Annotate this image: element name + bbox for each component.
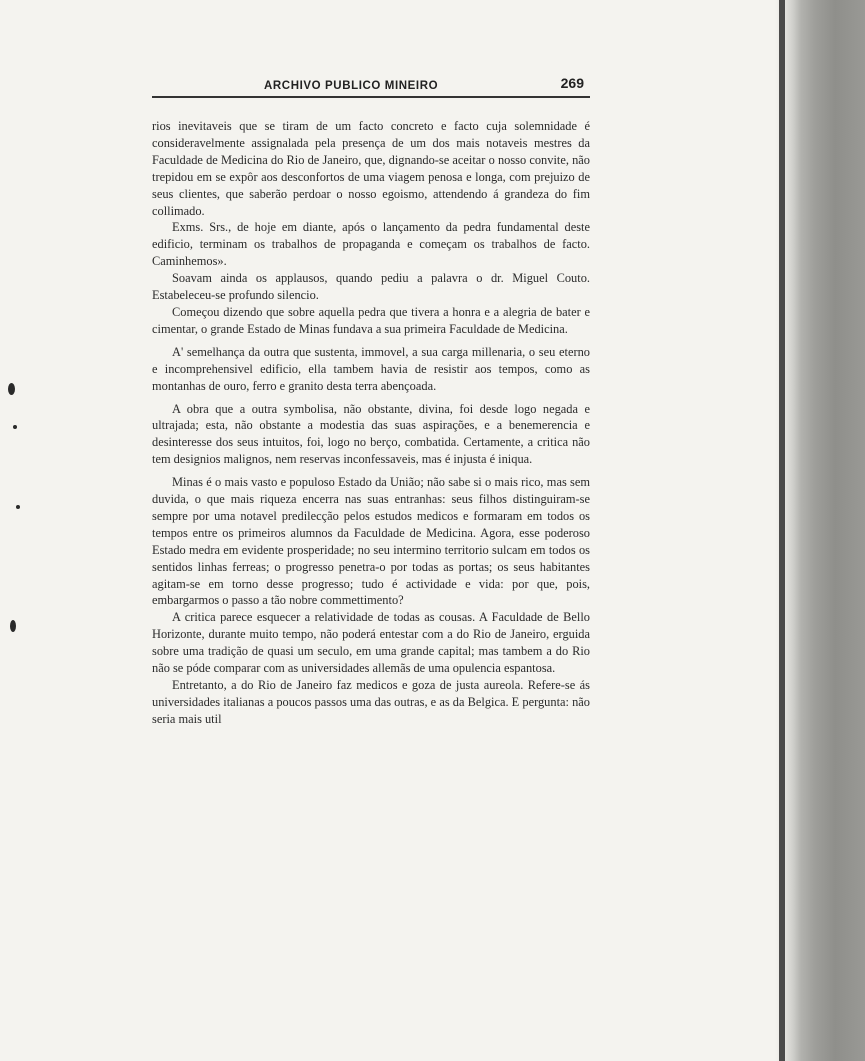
margin-speck [16,505,20,509]
margin-speck [10,620,16,632]
paragraph: Entretanto, a do Rio de Janeiro faz medicos e goza de justa aureola. Refere-se ás universidades italianas a poucos passos uma das outras, e as da Belgica. E pergunta: não seria mais util [152,678,590,726]
body-text [152,118,590,728]
document-page [152,60,590,728]
page-gutter [775,0,865,1061]
paragraph: Exms. Srs., de hoje em diante, após o lançamento da pedra fundamental deste edificio, terminam os trabalhos de propaganda e começam os trabalhos de facto. Caminhemos». [152,220,590,269]
paragraph: Soavam ainda os applausos, quando pediu a palavra o dr. Miguel Couto. Estabeleceu-se profundo silencio. [152,271,590,303]
page-header [152,60,590,98]
paragraph: A critica parece esquecer a relatividade de todas as cousas. A Faculdade de Bello Horizonte, durante muito tempo, não poderá entestar com a do Rio de Janeiro, erguida sobre uma tradição de quasi um seculo, em uma grande capital; mas tambem a do Rio não se póde comparar com as universidades allemãs de uma opulencia espantosa. [152,610,590,676]
margin-speck [13,425,17,429]
paragraph: rios inevitaveis que se tiram de um facto concreto e facto cuja solemnidade é consideravelmente assignalada pela presença de um dos mais notaveis mestres da Faculdade de Medicina do Rio de Janeiro, que, dignando-se aceitar o nosso convite, não trepidou em se expôr aos desconfortos de uma viagem penosa e longa, com prejuizo de seus clientes, que saberão perdoar o nosso egoismo, attendendo á grandeza do fim collimado. [152,119,590,218]
page-number: 269 [560,75,584,91]
paragraph: Começou dizendo que sobre aquella pedra que tivera a honra e a alegria de bater e cimentar, o grande Estado de Minas fundava a sua primeira Faculdade de Medicina. [152,304,590,336]
paragraph: A obra que a outra symbolisa, não obstante, divina, foi desde logo negada e ultrajada; esta, não obstante a modestia das suas aspirações, e a benemerencia e desinteresse dos seus intuitos, foi, logo no berço, combatida. Certamente, a critica não tem designios malignos, nem reservas inconfessaveis, mas é injusta é iniqua. [152,401,590,467]
paragraph: A' semelhança da outra que sustenta, immovel, a sua carga millenaria, o seu eterno e incomprehensivel edificio, ella tambem havia de resistir aos tempos, como as montanhas de ouro, ferro e granito desta terra abençoada. [152,344,590,393]
running-head: ARCHIVO PUBLICO MINEIRO [264,80,439,92]
binding-shadow [779,0,785,1061]
margin-speck [8,383,15,395]
paragraph: Minas é o mais vasto e populoso Estado da União; não sabe si o mais rico, mas sem duvida, o que mais riqueza encerra nas suas entranhas: seus filhos distinguiram-se sempre por uma notavel predilecção pelos estudos medicos e formaram em todos os tempos entre os primeiros alumnos da Faculdade de Medicina. Agora, esse poderoso Estado medra em evidente prosperidade; no seu intermino territorio sulcam em todos os sentidos linhas ferreas; o progresso penetra-o por todas as portas; os seus habitantes agitam-se em torno desse progresso; tudo é actividade e vida: por que, pois, embargarmos o passo a tão nobre commettimento? [152,475,590,608]
